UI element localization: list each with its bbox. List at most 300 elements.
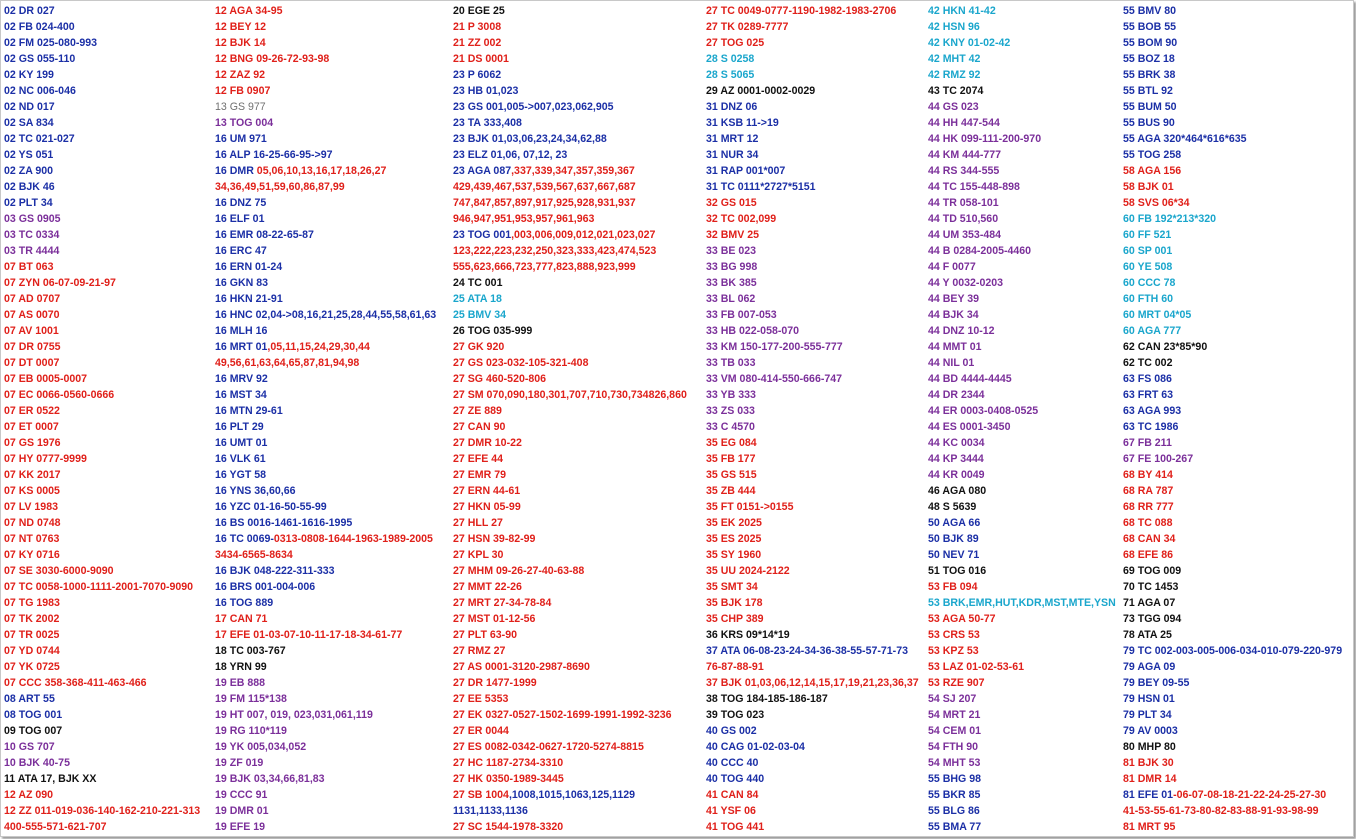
plate-text: 68 RA 787 [1123, 485, 1174, 497]
plate-text: 27 HK 0350-1989-3445 [453, 773, 564, 785]
plate-text: -06-07-08-18-21-22-24-25-27-30 [1173, 789, 1327, 801]
plate-text: 76-87-88-91 [706, 661, 764, 673]
plate-entry [1123, 131, 1342, 147]
plate-text: 44 ER 0003-0408-0525 [928, 405, 1039, 417]
plate-entry [928, 563, 1116, 579]
plate-entry [1123, 323, 1342, 339]
plate-text: 07 ZYN 06-07-09-21-97 [4, 277, 116, 289]
plate-entry [928, 355, 1116, 371]
plate-entry [215, 483, 436, 499]
plate-text: 02 DR 027 [4, 5, 55, 17]
plate-entry [453, 643, 687, 659]
plate-entry [4, 467, 200, 483]
plate-entry [928, 803, 1116, 819]
plate-text: 27 SC 1544-1978-3320 [453, 821, 564, 833]
plate-entry [928, 451, 1116, 467]
plate-entry [706, 563, 919, 579]
plate-text: 44 B 0284-2005-4460 [928, 245, 1032, 257]
plate-entry [1123, 483, 1342, 499]
plate-entry [215, 259, 436, 275]
plate-text: 27 EMR 79 [453, 469, 506, 481]
plate-entry [453, 563, 687, 579]
plate-entry [453, 435, 687, 451]
plate-text: ,003,006,009,012,021,023,027 [511, 229, 656, 241]
plate-entry [928, 19, 1116, 35]
plate-text: 44 Y 0032-0203 [928, 277, 1004, 289]
plate-text: 44 GS 023 [928, 101, 979, 113]
plate-entry [4, 803, 200, 819]
plate-text: 73 TGG 094 [1123, 613, 1182, 625]
plate-text: 16 TOG 889 [215, 597, 274, 609]
plate-entry [1123, 787, 1342, 803]
plate-text: 42 HSN 96 [928, 21, 980, 33]
plate-text: 55 AGA 320*464*616*635 [1123, 133, 1247, 145]
plate-entry [706, 307, 919, 323]
plate-entry [215, 627, 436, 643]
plate-entry [215, 723, 436, 739]
plate-entry [4, 451, 200, 467]
plate-text: 16 YGT 58 [215, 469, 267, 481]
plate-entry [215, 403, 436, 419]
plate-text: 60 FF 521 [1123, 229, 1172, 241]
plate-entry [1123, 115, 1342, 131]
plate-entry [928, 419, 1116, 435]
plate-entry [453, 371, 687, 387]
plate-entry [453, 787, 687, 803]
plate-entry [4, 691, 200, 707]
plate-text: 16 YZC 01-16-50-55-99 [215, 501, 327, 513]
plate-entry [928, 675, 1116, 691]
plate-text: 54 SJ 207 [928, 693, 977, 705]
plate-text: 44 HK 099-111-200-970 [928, 133, 1042, 145]
plate-entry [215, 819, 436, 835]
plate-text: 02 PLT 34 [4, 197, 53, 209]
plate-entry [706, 707, 919, 723]
plate-text: 60 YE 508 [1123, 261, 1173, 273]
plate-text: 40 TOG 440 [706, 773, 765, 785]
plate-text: 07 EC 0066-0560-0666 [4, 389, 115, 401]
plate-entry [706, 467, 919, 483]
plate-entry [1123, 723, 1342, 739]
plate-text: 44 MMT 01 [928, 341, 982, 353]
plate-entry [706, 163, 919, 179]
plate-text: 35 EK 2025 [706, 517, 762, 529]
plate-text: 44 TC 155-448-898 [928, 181, 1020, 193]
plate-entry [4, 499, 200, 515]
plate-text: 16 DMR [215, 165, 257, 177]
plate-text: 60 FB 192*213*320 [1123, 213, 1217, 225]
plate-text: 60 CCC 78 [1123, 277, 1176, 289]
plate-text: 07 TR 0025 [4, 629, 60, 641]
plate-entry [453, 307, 687, 323]
plate-text: 44 F 0077 [928, 261, 976, 273]
plate-entry [215, 163, 436, 179]
plate-text: 12 AGA 34-95 [215, 5, 283, 17]
plate-entry [928, 755, 1116, 771]
plate-text: 33 ZS 033 [706, 405, 755, 417]
plate-text: 07 KK 2017 [4, 469, 61, 481]
plate-text: 35 UU 2024-2122 [706, 565, 790, 577]
plate-entry [1123, 659, 1342, 675]
plate-text: 07 LV 1983 [4, 501, 58, 513]
plate-text: 12 FB 0907 [215, 85, 271, 97]
plate-entry [706, 323, 919, 339]
plate-text: 62 TC 002 [1123, 357, 1173, 369]
plate-entry [1123, 275, 1342, 291]
plate-text: 53 FB 094 [928, 581, 978, 593]
plate-text: 19 BJK 03,34,66,81,83 [215, 773, 325, 785]
plate-text: 42 RMZ 92 [928, 69, 981, 81]
plate-entry [706, 35, 919, 51]
plate-text: 13 TOG 004 [215, 117, 274, 129]
plate-text: 27 ZE 889 [453, 405, 502, 417]
plate-text: 39 TOG 023 [706, 709, 765, 721]
plate-text: 55 BMA 77 [928, 821, 982, 833]
plate-entry [706, 627, 919, 643]
plate-entry [706, 3, 919, 19]
plate-entry [4, 179, 200, 195]
plate-entry [706, 179, 919, 195]
plate-text: 19 DMR 01 [215, 805, 269, 817]
plate-entry [928, 611, 1116, 627]
plate-text: ,337,339,347,357,359,367 [511, 165, 635, 177]
plate-text: 79 HSN 01 [1123, 693, 1175, 705]
plate-text: 18 TC 003-767 [215, 645, 286, 657]
plate-entry [215, 451, 436, 467]
plate-entry [4, 579, 200, 595]
plate-text: 55 BRK 38 [1123, 69, 1176, 81]
plate-text: 27 PLT 63-90 [453, 629, 517, 641]
plate-text: 07 DR 0755 [4, 341, 61, 353]
plate-text: 16 MLH 16 [215, 325, 268, 337]
plate-entry [453, 467, 687, 483]
plate-entry [706, 787, 919, 803]
plate-entry [453, 387, 687, 403]
plate-text: 58 AGA 156 [1123, 165, 1182, 177]
plate-entry [215, 51, 436, 67]
plate-entry [4, 131, 200, 147]
plate-entry [453, 675, 687, 691]
plate-text: 55 BTL 92 [1123, 85, 1173, 97]
plate-entry [4, 531, 200, 547]
plate-text: 16 BJK 048-222-311-333 [215, 565, 335, 577]
plate-text: 555,623,666,723,777,823,888,923,999 [453, 261, 636, 273]
plate-text: 23 HB 01,023 [453, 85, 519, 97]
plate-text: 40 GS 002 [706, 725, 757, 737]
plate-text: 44 BJK 34 [928, 309, 979, 321]
plate-entry [4, 259, 200, 275]
plate-entry [215, 115, 436, 131]
plate-text: 44 ES 0001-3450 [928, 421, 1011, 433]
plate-text: 49,56,61,63,64,65,87,81,94,98 [215, 357, 360, 369]
plate-entry [706, 691, 919, 707]
plate-entry [706, 147, 919, 163]
plate-entry [928, 371, 1116, 387]
plate-text: 12 BJK 14 [215, 37, 266, 49]
plate-text: 69 TOG 009 [1123, 565, 1182, 577]
plate-text: 67 FE 100-267 [1123, 453, 1194, 465]
plate-text: 16 PLT 29 [215, 421, 264, 433]
plate-text: 44 NIL 01 [928, 357, 975, 369]
plate-text: 27 TK 0289-7777 [706, 21, 789, 33]
plate-text: 44 TD 510,560 [928, 213, 999, 225]
plate-text: 02 FM 025-080-993 [4, 37, 98, 49]
plate-entry [928, 179, 1116, 195]
plate-text: 81 MRT 95 [1123, 821, 1176, 833]
plate-entry [4, 403, 200, 419]
plate-entry [215, 211, 436, 227]
plate-text: 68 BY 414 [1123, 469, 1173, 481]
plate-entry [215, 227, 436, 243]
plate-text: 07 SE 3030-6000-9090 [4, 565, 114, 577]
plate-text: 44 DNZ 10-12 [928, 325, 995, 337]
plate-text: 02 GS 055-110 [4, 53, 76, 65]
plate-entry [4, 643, 200, 659]
plate-text: 44 HH 447-544 [928, 117, 1000, 129]
plate-text: 27 GK 920 [453, 341, 505, 353]
plate-text: 40 CCC 40 [706, 757, 759, 769]
plate-entry [215, 147, 436, 163]
plate-text: 27 GS 023-032-105-321-408 [453, 357, 589, 369]
plate-entry [453, 419, 687, 435]
plate-column-1 [4, 3, 200, 835]
plate-text: 123,222,223,232,250,323,333,423,474,523 [453, 245, 657, 257]
plate-text: 55 BLG 86 [928, 805, 980, 817]
plate-entry [215, 691, 436, 707]
plate-entry [928, 67, 1116, 83]
plate-entry [706, 547, 919, 563]
plate-entry [928, 99, 1116, 115]
plate-entry [928, 627, 1116, 643]
plate-text: 42 KNY 01-02-42 [928, 37, 1011, 49]
plate-entry [453, 83, 687, 99]
plate-entry [215, 371, 436, 387]
plate-text: 429,439,467,537,539,567,637,667,687 [453, 181, 636, 193]
plate-text: 1131,1133,1136 [453, 805, 528, 817]
plate-entry [1123, 339, 1342, 355]
plate-entry [453, 547, 687, 563]
plate-text: 33 VM 080-414-550-666-747 [706, 373, 843, 385]
plate-text: 79 AGA 09 [1123, 661, 1176, 673]
plate-entry [706, 515, 919, 531]
plate-entry [706, 755, 919, 771]
plate-entry [706, 803, 919, 819]
plate-text: 02 NC 006-046 [4, 85, 76, 97]
plate-text: 07 AV 1001 [4, 325, 59, 337]
plate-text: 41 YSF 06 [706, 805, 756, 817]
plate-entry [1123, 387, 1342, 403]
plate-text: 09 TOG 007 [4, 725, 63, 737]
plate-text: 16 GKN 83 [215, 277, 268, 289]
plate-text: 27 CAN 90 [453, 421, 506, 433]
plate-entry [4, 819, 200, 835]
plate-text: 54 CEM 01 [928, 725, 981, 737]
plate-entry [928, 403, 1116, 419]
plate-text: 27 DR 1477-1999 [453, 677, 537, 689]
plate-entry [4, 371, 200, 387]
plate-text: 35 SMT 34 [706, 581, 758, 593]
plate-entry [706, 531, 919, 547]
plate-text: 50 BJK 89 [928, 533, 979, 545]
plate-entry [4, 83, 200, 99]
plate-text: 19 YK 005,034,052 [215, 741, 307, 753]
plate-entry [1123, 35, 1342, 51]
plate-entry [1123, 307, 1342, 323]
plate-text: 51 TOG 016 [928, 565, 987, 577]
plate-entry [453, 243, 687, 259]
plate-text: 44 TR 058-101 [928, 197, 999, 209]
plate-entry [1123, 179, 1342, 195]
plate-text: 07 ND 0748 [4, 517, 61, 529]
plate-entry [453, 691, 687, 707]
plate-text: 27 KPL 30 [453, 549, 504, 561]
plate-entry [1123, 403, 1342, 419]
plate-text: 27 RMZ 27 [453, 645, 506, 657]
plate-text: 60 AGA 777 [1123, 325, 1182, 337]
plate-text: 07 KY 0716 [4, 549, 60, 561]
plate-text: 58 SVS 06*34 [1123, 197, 1190, 209]
plate-text: 33 BE 023 [706, 245, 757, 257]
plate-text: 27 HC 1187-2734-3310 [453, 757, 564, 769]
plate-entry [706, 99, 919, 115]
plate-text: 27 DMR 10-22 [453, 437, 522, 449]
plate-entry [453, 51, 687, 67]
plate-text: 33 BG 998 [706, 261, 758, 273]
plate-entry [1123, 803, 1342, 819]
plate-text: 41 CAN 84 [706, 789, 759, 801]
plate-entry [1123, 579, 1342, 595]
plate-entry [1123, 419, 1342, 435]
plate-column-5 [928, 3, 1116, 835]
plate-entry [928, 147, 1116, 163]
plate-text: 23 P 6062 [453, 69, 502, 81]
plate-text: 25 BMV 34 [453, 309, 506, 321]
plate-entry [453, 771, 687, 787]
plate-text: 60 FTH 60 [1123, 293, 1174, 305]
plate-entry [706, 227, 919, 243]
plate-entry [928, 307, 1116, 323]
plate-text: 41-53-55-61-73-80-82-83-88-91-93-98-99 [1123, 805, 1319, 817]
plate-entry [706, 595, 919, 611]
plate-entry [453, 595, 687, 611]
plate-text: 28 S 0258 [706, 53, 755, 65]
plate-text: 63 FS 086 [1123, 373, 1172, 385]
plate-entry [706, 739, 919, 755]
plate-entry [928, 499, 1116, 515]
plate-entry [215, 787, 436, 803]
plate-entry [215, 323, 436, 339]
plate-entry [706, 659, 919, 675]
plate-entry [1123, 227, 1342, 243]
plate-text: 02 TC 021-027 [4, 133, 75, 145]
plate-text: 68 RR 777 [1123, 501, 1174, 513]
plate-entry [453, 3, 687, 19]
plate-text: 27 MHM 09-26-27-40-63-88 [453, 565, 585, 577]
plate-entry [4, 771, 200, 787]
plate-text: 07 TC 0058-1000-1111-2001-7070-9090 [4, 581, 194, 593]
plate-entry [928, 115, 1116, 131]
plate-text: 23 TOG 001 [453, 229, 512, 241]
plate-text: 16 ERC 47 [215, 245, 267, 257]
plate-text: 60 SP 001 [1123, 245, 1173, 257]
plate-text: 31 TC 0111*2727*5151 [706, 181, 816, 193]
plate-text: 54 MHT 53 [928, 757, 981, 769]
plate-entry [1123, 371, 1342, 387]
plate-text: 35 SY 1960 [706, 549, 762, 561]
plate-entry [453, 211, 687, 227]
plate-entry [928, 515, 1116, 531]
plate-text: 02 BJK 46 [4, 181, 55, 193]
plate-text: 10 BJK 40-75 [4, 757, 70, 769]
plate-entry [215, 291, 436, 307]
plate-entry [706, 499, 919, 515]
plate-entry [1123, 755, 1342, 771]
plate-text: 55 TOG 258 [1123, 149, 1182, 161]
plate-entry [4, 275, 200, 291]
plate-text: 79 TC 002-003-005-006-034-010-079-220-979 [1123, 645, 1343, 657]
plate-text: 53 CRS 53 [928, 629, 980, 641]
plate-entry [215, 307, 436, 323]
plate-text: 44 KC 0034 [928, 437, 985, 449]
plate-entry [1123, 531, 1342, 547]
plate-text: 07 YK 0725 [4, 661, 60, 673]
plate-entry [215, 3, 436, 19]
plate-text: 35 FT 0151->0155 [706, 501, 794, 513]
plate-text: 11 ATA 17, BJK XX [4, 773, 97, 785]
plate-text: 16 BRS 001-004-006 [215, 581, 316, 593]
plate-text: 19 FM 115*138 [215, 693, 287, 705]
plate-entry [4, 195, 200, 211]
plate-entry [453, 531, 687, 547]
plate-entry [706, 243, 919, 259]
plate-entry [453, 179, 687, 195]
plate-entry [215, 355, 436, 371]
plate-text: 19 RG 110*119 [215, 725, 287, 737]
plate-entry [1123, 643, 1342, 659]
plate-text: 32 GS 015 [706, 197, 757, 209]
plate-text: 35 EG 084 [706, 437, 757, 449]
plate-text: 48 S 5639 [928, 501, 977, 513]
plate-entry [4, 19, 200, 35]
plate-text: 17 CAN 71 [215, 613, 268, 625]
plate-text: 07 TK 2002 [4, 613, 60, 625]
plate-entry [4, 755, 200, 771]
plate-text: 33 TB 033 [706, 357, 756, 369]
plate-entry [215, 659, 436, 675]
plate-text: 07 KS 0005 [4, 485, 60, 497]
plate-entry [928, 771, 1116, 787]
plate-text: 07 EB 0005-0007 [4, 373, 88, 385]
plate-entry [453, 803, 687, 819]
plate-text: 79 BEY 09-55 [1123, 677, 1190, 689]
plate-text: 03 TR 4444 [4, 245, 60, 257]
plate-text: 35 FB 177 [706, 453, 756, 465]
plate-text: 21 DS 0001 [453, 53, 509, 65]
plate-entry [453, 627, 687, 643]
plate-text: 55 BKR 85 [928, 789, 981, 801]
plate-entry [453, 483, 687, 499]
plate-text: 55 BOZ 18 [1123, 53, 1175, 65]
plate-text: 27 HLL 27 [453, 517, 503, 529]
plate-entry [706, 51, 919, 67]
plate-text: 55 BUM 50 [1123, 101, 1177, 113]
plate-text: 27 SG 460-520-806 [453, 373, 547, 385]
plate-entry [928, 723, 1116, 739]
plate-entry [706, 435, 919, 451]
plate-entry [706, 131, 919, 147]
plate-entry [453, 115, 687, 131]
plate-text: 16 MRT 01 [215, 341, 268, 353]
